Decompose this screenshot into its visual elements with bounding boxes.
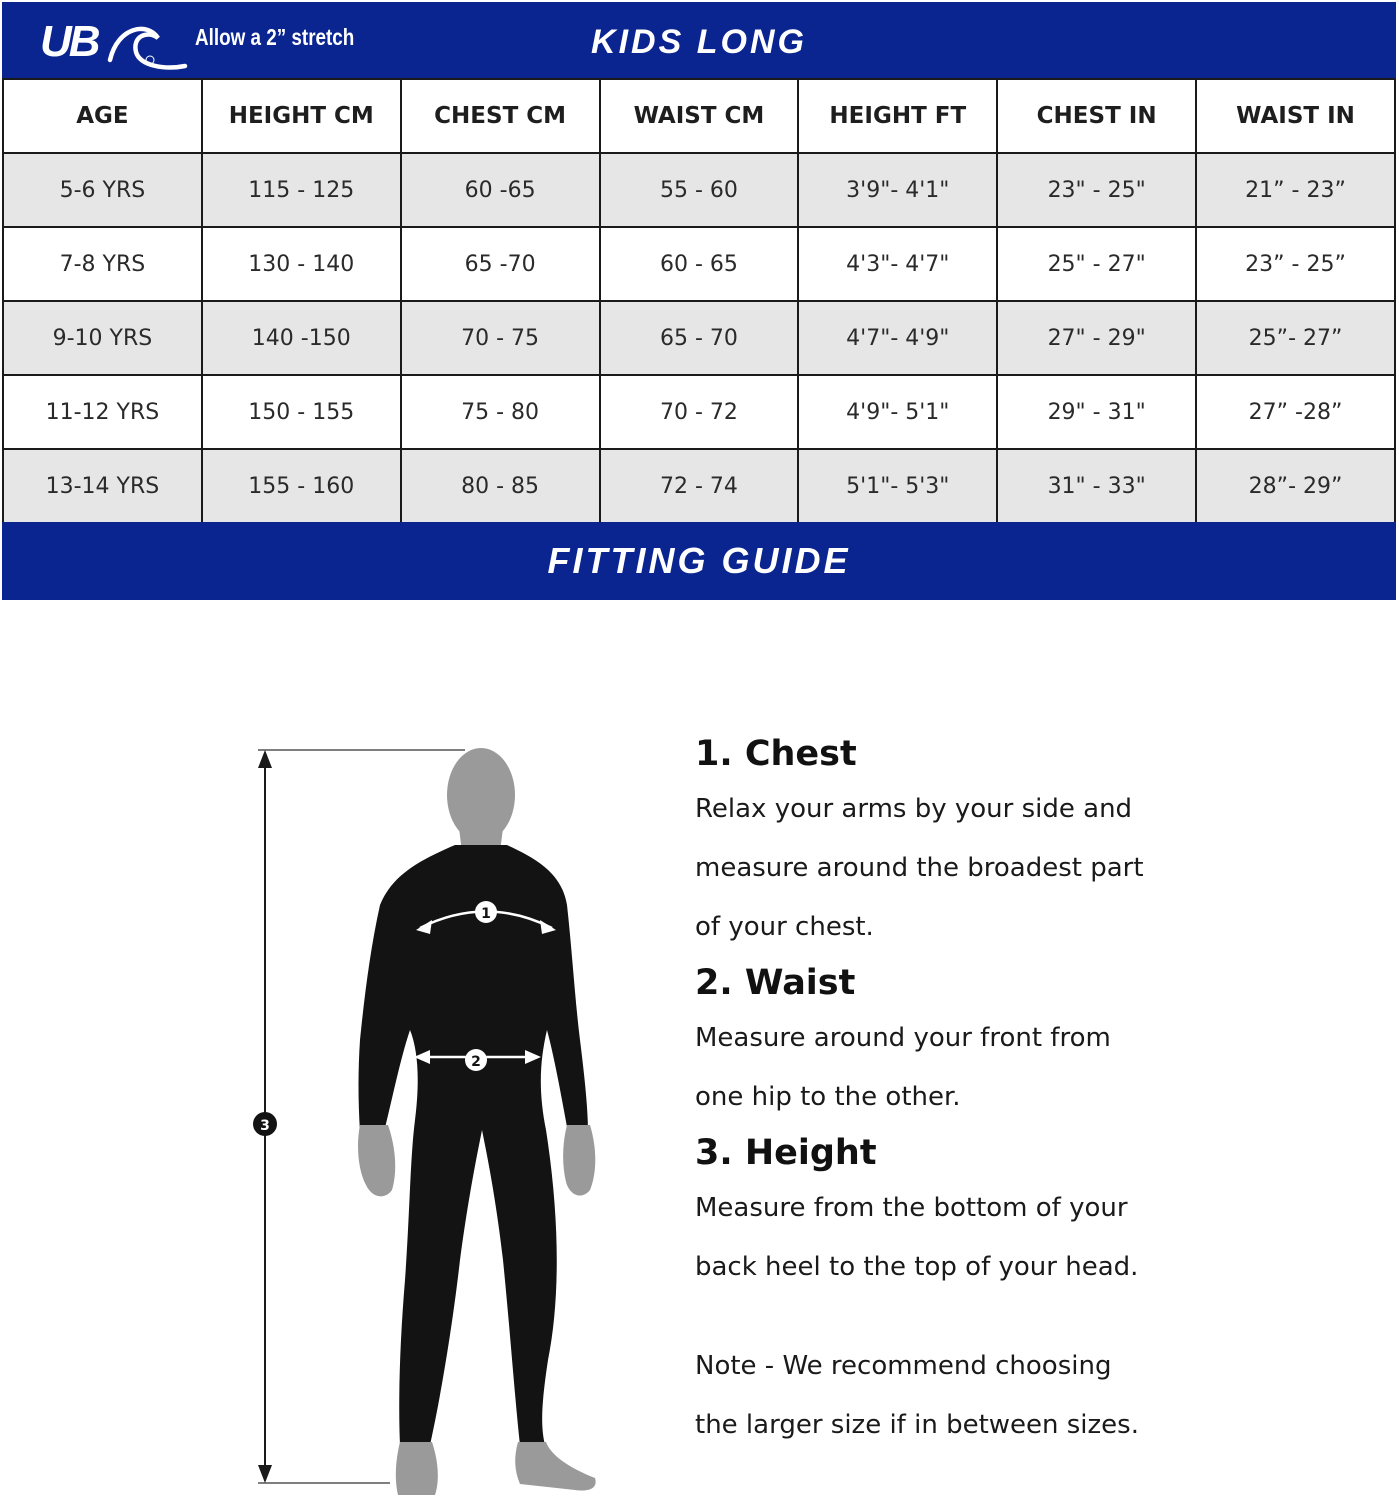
table-cell: 115 - 125	[202, 153, 401, 227]
fitting-guide-title: FITTING GUIDE	[547, 540, 851, 581]
height-heading: 3. Height	[695, 1133, 877, 1173]
table-cell: 65 - 70	[600, 301, 799, 375]
table-cell: 3'9"- 4'1"	[798, 153, 997, 227]
column-header: HEIGHT FT	[798, 79, 997, 153]
right-hand-shape	[563, 1125, 595, 1196]
size-table	[2, 78, 1396, 524]
table-cell: 21” - 23”	[1196, 153, 1395, 227]
left-hand-shape	[358, 1125, 395, 1196]
table-cell: 28”- 29”	[1196, 449, 1395, 523]
table-cell: 80 - 85	[401, 449, 600, 523]
height-arrow-up-icon	[258, 750, 272, 768]
column-header: HEIGHT CM	[202, 79, 401, 153]
table-cell: 11-12 YRS	[3, 375, 202, 449]
stretch-note: Allow a 2” stretch	[195, 24, 355, 50]
table-cell: 23” - 25”	[1196, 227, 1395, 301]
measurement-figure	[240, 740, 620, 1500]
table-cell: 155 - 160	[202, 449, 401, 523]
height-arrow-down-icon	[258, 1465, 272, 1483]
column-header: WAIST IN	[1196, 79, 1395, 153]
size-note-line: Note - We recommend choosing	[695, 1351, 1112, 1381]
table-row	[3, 227, 1395, 301]
wetsuit-figure-illustration	[240, 740, 620, 1500]
height-instruction-line: back heel to the top of your head.	[695, 1252, 1139, 1282]
chest-instruction-line: Relax your arms by your side and	[695, 794, 1133, 824]
chest-marker-label: 1	[481, 906, 491, 922]
right-foot-shape	[515, 1442, 595, 1491]
table-cell: 23" - 25"	[997, 153, 1196, 227]
fitting-guide-band	[2, 522, 1396, 600]
table-cell: 55 - 60	[600, 153, 799, 227]
waist-heading: 2. Waist	[695, 963, 856, 1003]
table-cell: 4'7"- 4'9"	[798, 301, 997, 375]
waist-instruction-line: one hip to the other.	[695, 1082, 961, 1112]
waist-marker-label: 2	[471, 1054, 481, 1070]
table-cell: 70 - 72	[600, 375, 799, 449]
table-row	[3, 449, 1395, 523]
header-band	[2, 2, 1396, 78]
table-cell: 9-10 YRS	[3, 301, 202, 375]
table-cell: 72 - 74	[600, 449, 799, 523]
table-cell: 27" - 29"	[997, 301, 1196, 375]
table-cell: 25" - 27"	[997, 227, 1196, 301]
table-cell: 75 - 80	[401, 375, 600, 449]
table-cell: 7-8 YRS	[3, 227, 202, 301]
chest-heading: 1. Chest	[695, 734, 857, 774]
table-cell: 60 -65	[401, 153, 600, 227]
svg-text:UB: UB	[40, 17, 98, 66]
head-shape	[447, 748, 515, 842]
table-header-row	[3, 79, 1395, 153]
chest-instruction-line: of your chest.	[695, 912, 874, 942]
waist-instruction-line: Measure around your front from	[695, 1023, 1111, 1053]
table-cell: 140 -150	[202, 301, 401, 375]
column-header: WAIST CM	[600, 79, 799, 153]
column-header: CHEST CM	[401, 79, 600, 153]
table-cell: 5'1"- 5'3"	[798, 449, 997, 523]
chest-instruction-line: measure around the broadest part	[695, 853, 1144, 883]
fitting-instructions	[695, 728, 1335, 1455]
table-cell: 130 - 140	[202, 227, 401, 301]
table-cell: 60 - 65	[600, 227, 799, 301]
column-header: CHEST IN	[997, 79, 1196, 153]
table-cell: 27” -28”	[1196, 375, 1395, 449]
table-row	[3, 153, 1395, 227]
table-cell: 4'9"- 5'1"	[798, 375, 997, 449]
table-cell: 25”- 27”	[1196, 301, 1395, 375]
size-note-line: the larger size if in between sizes.	[695, 1410, 1139, 1440]
table-cell: 150 - 155	[202, 375, 401, 449]
table-cell: 65 -70	[401, 227, 600, 301]
table-cell: 31" - 33"	[997, 449, 1196, 523]
table-row	[3, 375, 1395, 449]
table-cell: 5-6 YRS	[3, 153, 202, 227]
height-instruction-line: Measure from the bottom of your	[695, 1193, 1128, 1223]
table-cell: 29" - 31"	[997, 375, 1196, 449]
table-row	[3, 301, 1395, 375]
height-marker-label: 3	[260, 1118, 270, 1134]
table-cell: 70 - 75	[401, 301, 600, 375]
table-cell: 13-14 YRS	[3, 449, 202, 523]
column-header: AGE	[3, 79, 202, 153]
chart-title: KIDS LONG	[591, 23, 807, 61]
table-cell: 4'3"- 4'7"	[798, 227, 997, 301]
left-foot-shape	[396, 1442, 438, 1495]
